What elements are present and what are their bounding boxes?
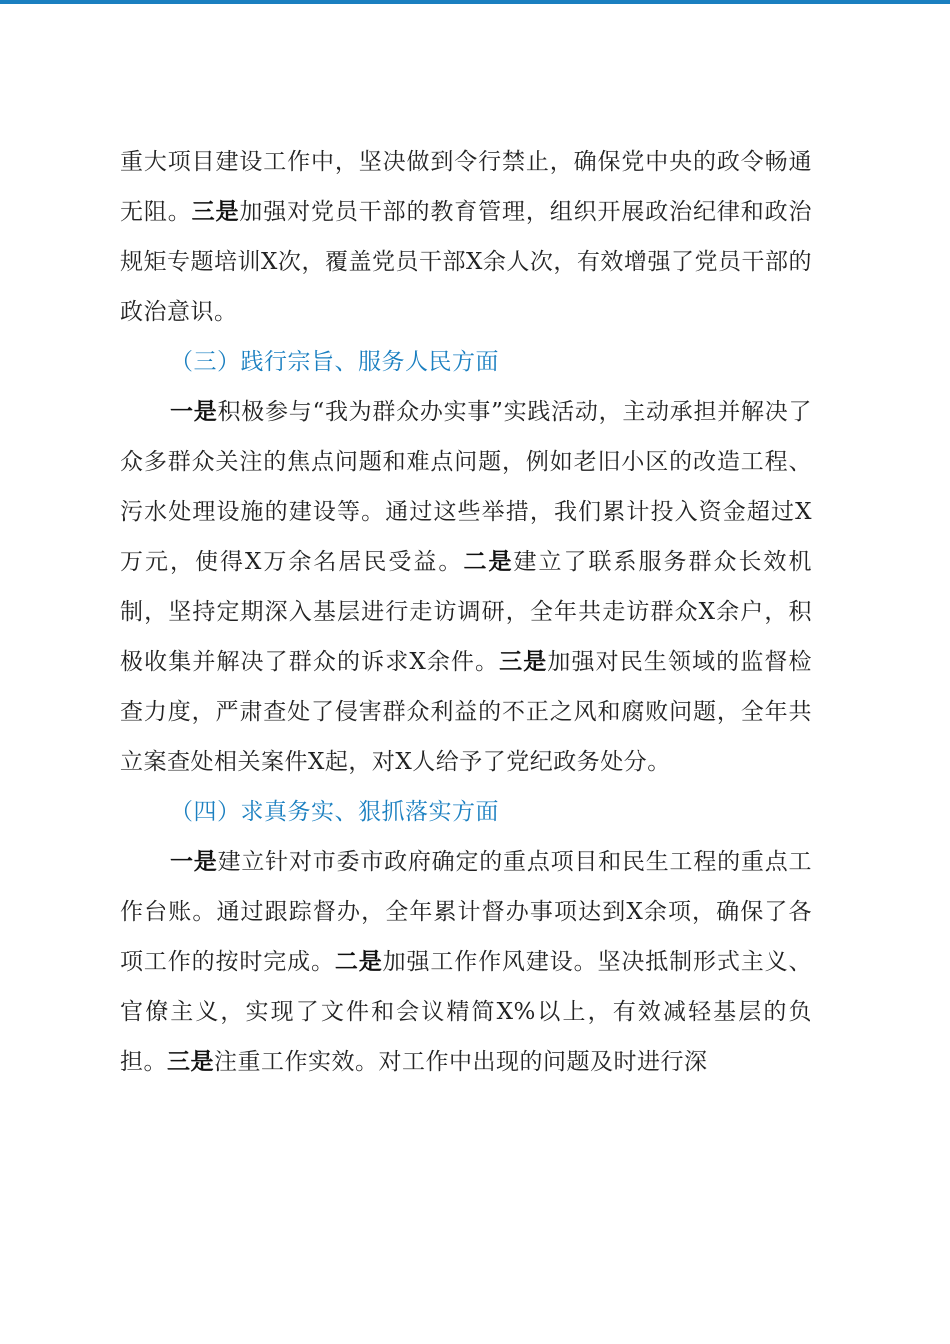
paragraph-text: 重大项目建设工作中，坚决做到令行禁止，确保党中央的政令畅通无阻。 — [120, 149, 812, 225]
item-marker: 二是 — [334, 949, 383, 975]
paragraph-text: 加强工作作风建设。坚决抵制形式主义、官僚主义，实现了文件和会议精简X%以上，有效减轻基层的负担。 — [120, 949, 812, 1075]
item-marker: 一是 — [170, 399, 218, 425]
paragraph-text: 建立针对市委市政府确定的重点项目和民生工程的重点工作台账。通过跟踪督办，全年累计督办事项达到X余项，确保了各项工作的按时完成。 — [120, 849, 813, 975]
body-paragraph — [120, 387, 812, 787]
top-rule — [0, 0, 950, 4]
section-heading: （四）求真务实、狠抓落实方面 — [170, 799, 499, 825]
item-marker: 二是 — [463, 549, 514, 575]
paragraph-text: 加强对党员干部的教育管理，组织开展政治纪律和政治规矩专题培训X次，覆盖党员干部X余人次，有效增强了党员干部的政治意识。 — [120, 199, 812, 325]
paragraph-text: 建立了联系服务群众长效机制，坚持定期深入基层进行走访调研，全年共走访群众X余户，积极收集并解决了群众的诉求X余件。 — [120, 549, 813, 675]
section-heading: （三）践行宗旨、服务人民方面 — [170, 349, 499, 375]
paragraph-text: 加强对民生领域的监督检查力度，严肃查处了侵害群众利益的不正之风和腐败问题，全年共立案查处相关案件X起，对X人给予了党纪政务处分。 — [120, 649, 813, 775]
item-marker: 三是 — [167, 1049, 214, 1075]
document-body — [120, 137, 812, 1087]
item-marker: 三是 — [499, 649, 548, 675]
item-marker: 一是 — [170, 849, 218, 875]
body-paragraph — [120, 137, 812, 337]
paragraph-text: 注重工作实效。对工作中出现的问题及时进行深 — [214, 1049, 708, 1075]
item-marker: 三是 — [191, 199, 240, 225]
paragraph-text: 积极参与“我为群众办实事”实践活动，主动承担并解决了众多群众关注的焦点问题和难点问题，例如老旧小区的改造工程、污水处理设施的建设等。通过这些举措，我们累计投入资金超过X万元，使得X万余名居民受益。 — [120, 399, 812, 575]
body-paragraph — [120, 837, 812, 1087]
